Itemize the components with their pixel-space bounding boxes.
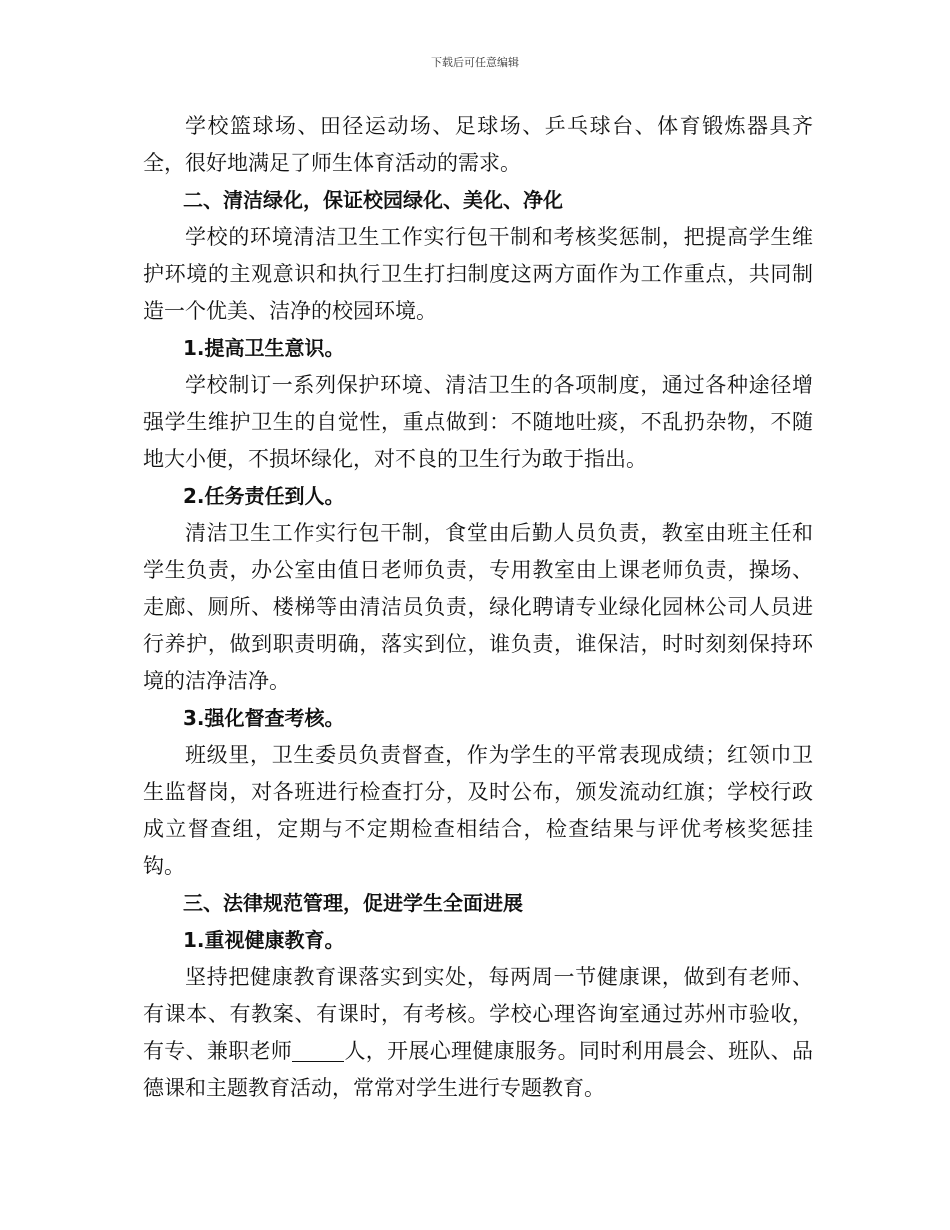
paragraph-cleaning-system: 学校的环境清洁卫生工作实行包干制和考核奖惩制，把提高学生维护环境的主观意识和执行卫生打扫制度这两方面作为工作重点，共同制造一个优美、洁净的校园环境。	[143, 225, 813, 323]
section-heading-3: 三、法律规范管理，促进学生全面进展	[183, 891, 523, 915]
paragraph-hygiene-rules: 学校制订一系列保护环境、清洁卫生的各项制度，通过各种途径增强学生维护卫生的自觉性，重点做到：不随地吐痰，不乱扔杂物，不随地大小便，不损坏绿化，对不良的卫生行为敢于指出。	[143, 373, 813, 471]
paragraph-inspection: 班级里，卫生委员负责督查，作为学生的平常表现成绩；红领巾卫生监督岗，对各班进行检查打分，及时公布，颁发流动红旗；学校行政成立督查组，定期与不定期检查相结合，检查结果与评优考核奖惩挂钩。	[143, 743, 813, 878]
blank-underline	[292, 1040, 344, 1062]
subheading-inspection: 3.强化督查考核。	[183, 706, 345, 730]
section-heading-2: 二、清洁绿化，保证校园绿化、美化、净化	[183, 188, 563, 212]
subheading-health-education: 1.重视健康教育。	[183, 928, 345, 952]
subheading-responsibility: 2.任务责任到人。	[183, 484, 345, 508]
paragraph-sports-facilities: 学校篮球场、田径运动场、足球场、乒乓球台、体育锻炼器具齐全，很好地满足了师生体育活动的需求。	[143, 114, 813, 175]
paragraph-health-education	[143, 959, 813, 1107]
health-education-text-part2: 人，开展心理健康服务。同时利用晨会、班队、品德课和主题教育活动，常常对学生进行专题教育。	[143, 1039, 813, 1100]
paragraph-responsibility: 清洁卫生工作实行包干制，食堂由后勤人员负责，教室由班主任和学生负责，办公室由值日老师负责，专用教室由上课老师负责，操场、走廊、厕所、楼梯等由清洁员负责，绿化聘请专业绿化园林公司人员进行养护，做到职责明确，落实到位，谁负责，谁保洁，时时刻刻保持环境的洁净洁净。	[143, 521, 813, 693]
document-body	[143, 108, 813, 1107]
subheading-hygiene-awareness: 1.提高卫生意识。	[183, 336, 345, 360]
health-education-text-part1: 坚持把健康教育课落实到实处，每两周一节健康课，做到有老师、有课本、有教案、有课时，有考核。学校心理咨询室通过苏州市验收，有专、兼职老师	[143, 965, 813, 1063]
page-header: 下载后可任意编辑	[431, 56, 519, 69]
